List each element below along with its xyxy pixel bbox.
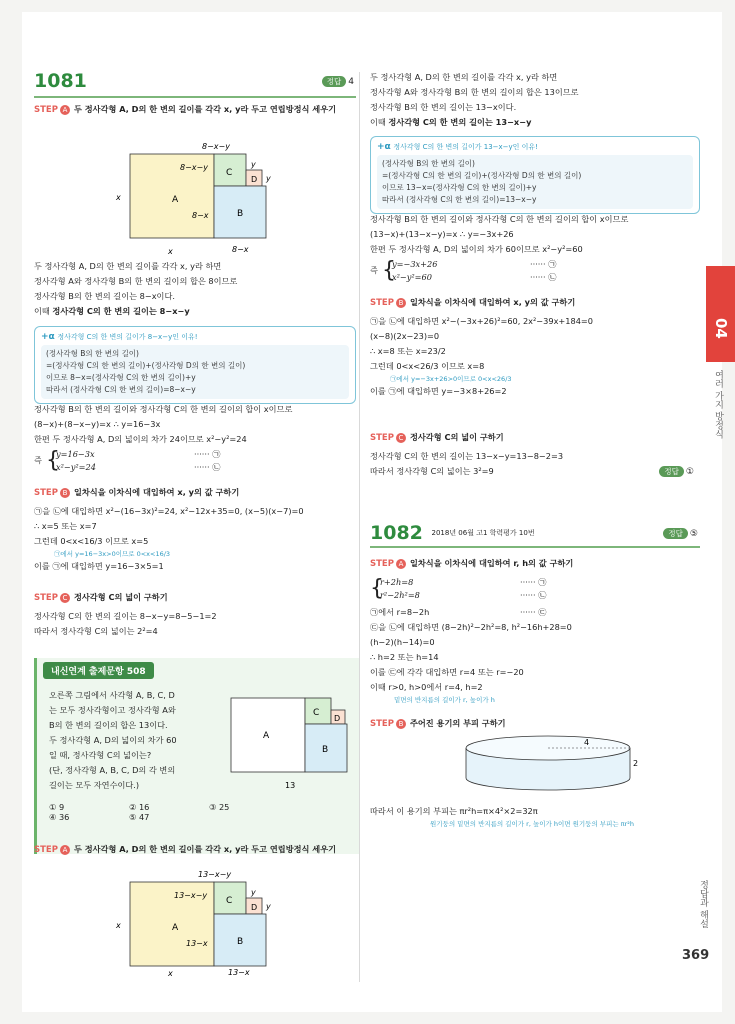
answer-value: 4	[348, 77, 354, 87]
dim-top: 8−x−y	[202, 142, 230, 151]
solution-text-2: 정사각형 B의 한 변의 길이와 정사각형 C의 한 변의 길이의 합이 x이므로 (8−x)+(8−x−y)=x ∴ y=16−3x 한편 두 정사각형 A, D의 넓이의 차가 24이므로 x²−y²=24 즉 { y=16−3x x²−y²=24 ······ ㉠ ······ ㉡	[34, 404, 293, 473]
dim-mid: 8−x−y	[180, 163, 208, 172]
svg-text:A: A	[172, 923, 179, 933]
p1082-step-a-body: { r+2h=8 r²−2h²=8 ······ ㉠ ······ ㉡ ㉠에서 r=8−2h ······ ㉢ ㉢을 ㉡에 대입하면 (8−2h)²−2h²=8, h²−16h+28=0 (h−2)(h−14)=0 ∴ h=2 또는 h=14 이를 ㉢에 각각 대입하면 r=4 또는 r=−20 이때 r>0, h>0에서 r=4, h=2 밑면의 반지름의 길이가 r, 높이가 h	[370, 576, 572, 704]
label-c: C	[226, 168, 233, 178]
label-b: B	[237, 209, 244, 219]
step-a-heading: STEP A 두 정사각형 A, D의 한 변의 길이를 각각 x, y라 두고 연립방정식 세우기	[34, 104, 337, 115]
problem-source: 2018년 06월 고1 학력평가 10번	[431, 529, 535, 537]
answer-badge: 정답	[322, 76, 347, 87]
label-d: D	[251, 175, 258, 184]
svg-text:D: D	[334, 714, 341, 723]
choice-5: ⑤ 47	[129, 812, 150, 822]
example-squares-figure	[114, 868, 294, 978]
answer-badge: 정답	[663, 528, 688, 539]
choice-2: ② 16	[129, 802, 150, 812]
svg-text:A: A	[263, 731, 270, 741]
plus-alpha-icon: +α	[41, 332, 55, 342]
chapter-tab	[706, 266, 735, 362]
problem-number: 1081	[34, 70, 87, 92]
tip-box: +α 정사각형 C의 한 변의 길이가 8−x−y인 이유! (정사각형 B의 한 변의 길이) =(정사각형 C의 한 변의 길이)+(정사각형 D의 한 변의 길이) 이므로 8−x=(정사각형 C의 한 변의 길이)+y 따라서 (정사각형 C의 한 변의 길이)=8−x−y	[34, 326, 356, 404]
svg-text:D: D	[251, 903, 258, 912]
svg-text:B: B	[322, 745, 329, 755]
p1082-step-b-body: 따라서 이 용기의 부피는 πr²h=π×4²×2=32π 원기둥의 밑면의 반지름의 길이가 r, 높이가 h이면 원기둥의 부피는 πr²h	[370, 806, 635, 828]
right-text-1: 두 정사각형 A, D의 한 변의 길이를 각각 x, y라 하면 정사각형 A와 정사각형 B의 한 변의 길이의 합은 13이므로 정사각형 B의 한 변의 길이는 13−x이다. 이때 정사각형 C의 한 변의 길이는 13−x−y	[370, 72, 579, 127]
step-c-body: 정사각형 C의 한 변의 길이는 8−x−y=8−5−1=2 따라서 정사각형 C의 넓이는 2²=4	[34, 611, 217, 636]
height-label: 2	[633, 759, 639, 768]
right-tip-box: +α 정사각형 C의 한 변의 길이가 13−x−y인 이유! (정사각형 B의 한 변의 길이) =(정사각형 C의 한 변의 길이)+(정사각형 D의 한 변의 길이) 이므로 13−x=(정사각형 C의 한 변의 길이)+y 따라서 (정사각형 C의 한 변의 길이)=13−x−y	[370, 136, 700, 214]
choice-3: ③ 25	[209, 802, 230, 812]
step-c-heading: STEP C 정사각형 C의 넓이 구하기	[34, 592, 168, 603]
svg-text:13: 13	[285, 781, 296, 790]
plus-alpha-icon: +α	[377, 142, 391, 152]
example-figure	[227, 690, 357, 800]
answer-value: ⑤	[689, 529, 698, 539]
column-divider	[359, 72, 360, 982]
cylinder-figure	[460, 732, 640, 798]
chapter-number: 04	[712, 318, 730, 339]
dim-bottom: 8−x	[232, 245, 249, 254]
step-b-heading: STEP B 일차식을 이차식에 대입하여 x, y의 값 구하기	[34, 487, 240, 498]
answer-value: ①	[685, 467, 694, 477]
chapter-title: 여러 가지 방정식	[713, 370, 723, 439]
svg-text:13−x: 13−x	[186, 939, 208, 948]
svg-text:13−x−y: 13−x−y	[198, 870, 232, 879]
right-text-2: 정사각형 B의 한 변의 길이와 정사각형 C의 한 변의 길이의 합이 x이므로 (13−x)+(13−x−y)=x ∴ y=−3x+26 한편 두 정사각형 A, D의 넓이의 차가 60이므로 x²−y²=60 즉 { y=−3x+26 x²−y²=60 ······ ㉠ ······ ㉡	[370, 214, 629, 283]
radius-label: 4	[584, 738, 590, 747]
dim-x-left: x	[116, 193, 121, 202]
svg-text:13−x: 13−x	[228, 968, 250, 977]
section-label: 정답과 해설	[698, 880, 708, 928]
page	[22, 12, 722, 1012]
svg-text:x: x	[168, 969, 173, 978]
svg-text:B: B	[237, 937, 244, 947]
solution-text-1: 두 정사각형 A, D의 한 변의 길이를 각각 x, y라 하면 정사각형 A와 정사각형 B의 한 변의 길이의 합은 8이므로 정사각형 B의 한 변의 길이는 8−x이다. 이때 정사각형 C의 한 변의 길이는 8−x−y	[34, 261, 238, 316]
p1082-step-a-heading: STEP A 일차식을 이차식에 대입하여 r, h의 값 구하기	[370, 558, 574, 569]
answer-badge: 정답	[659, 466, 684, 477]
example-step-a-heading: STEP A 두 정사각형 A, D의 한 변의 길이를 각각 x, y라 두고 연립방정식 세우기	[34, 844, 337, 855]
problem-1081-header	[34, 70, 356, 98]
label-a: A	[172, 195, 179, 205]
dim-y1: y	[251, 160, 256, 169]
problem-number: 1082	[370, 522, 423, 544]
example-header: 내신연계 출제문항 508	[43, 662, 154, 679]
dim-y2: y	[266, 174, 271, 183]
dim-bottom-x: x	[168, 247, 173, 256]
page-number: 369	[682, 948, 710, 963]
right-step-c-heading: STEP C 정사각형 C의 넓이 구하기	[370, 432, 504, 443]
right-step-b-body: ㉠을 ㉡에 대입하면 x²−(−3x+26)²=60, 2x²−39x+184=0 (x−8)(2x−23)=0 ∴ x=8 또는 x=23/2 그런데 0<x<26/3 이므로 x=8 ㉠에서 y=−3x+26>0이므로 0<x<26/3 이를 ㉠에 대입하면 y=−3×8+26=2	[370, 316, 593, 396]
right-step-b-heading: STEP B 일차식을 이차식에 대입하여 x, y의 값 구하기	[370, 297, 576, 308]
svg-text:C: C	[226, 896, 233, 906]
dim-right: 8−x	[192, 211, 209, 220]
svg-text:C: C	[313, 708, 320, 718]
choice-1: ① 9	[49, 802, 65, 812]
p1082-step-b-heading: STEP B 주어진 용기의 부피 구하기	[370, 718, 506, 729]
problem-1082-header	[370, 522, 700, 548]
svg-text:x: x	[116, 921, 121, 930]
svg-text:13−x−y: 13−x−y	[174, 891, 208, 900]
example-508: 내신연계 출제문항 508 오른쪽 그림에서 사각형 A, B, C, D 는 모두 정사각형이고 정사각형 A와 B의 한 변의 길이의 합은 13이다. 두 정사각형 A, D의 넓이의 차가 60 일 때, 정사각형 C의 넓이는? (단, 정사각형 A, B, C, D의 각 변의 길이는 모두 자연수이다.) A C D B 13 ① 9 ② 16 ③ 25 ④ 36 ⑤ 47	[34, 658, 359, 854]
svg-text:y: y	[266, 902, 271, 911]
squares-figure	[114, 140, 294, 258]
right-step-c-body: 정사각형 C의 한 변의 길이는 13−x−y=13−8−2=3 따라서 정사각형 C의 넓이는 3²=9 정답 ①	[370, 451, 694, 477]
svg-text:y: y	[251, 888, 256, 897]
step-b-body: ㉠을 ㉡에 대입하면 x²−(16−3x)²=24, x²−12x+35=0, (x−5)(x−7)=0 ∴ x=5 또는 x=7 그런데 0<x<16/3 이므로 x=5 ㉠에서 y=16−3x>0이므로 0<x<16/3 이를 ㉠에 대입하면 y=16−3×5=1	[34, 506, 304, 571]
choice-4: ④ 36	[49, 812, 70, 822]
